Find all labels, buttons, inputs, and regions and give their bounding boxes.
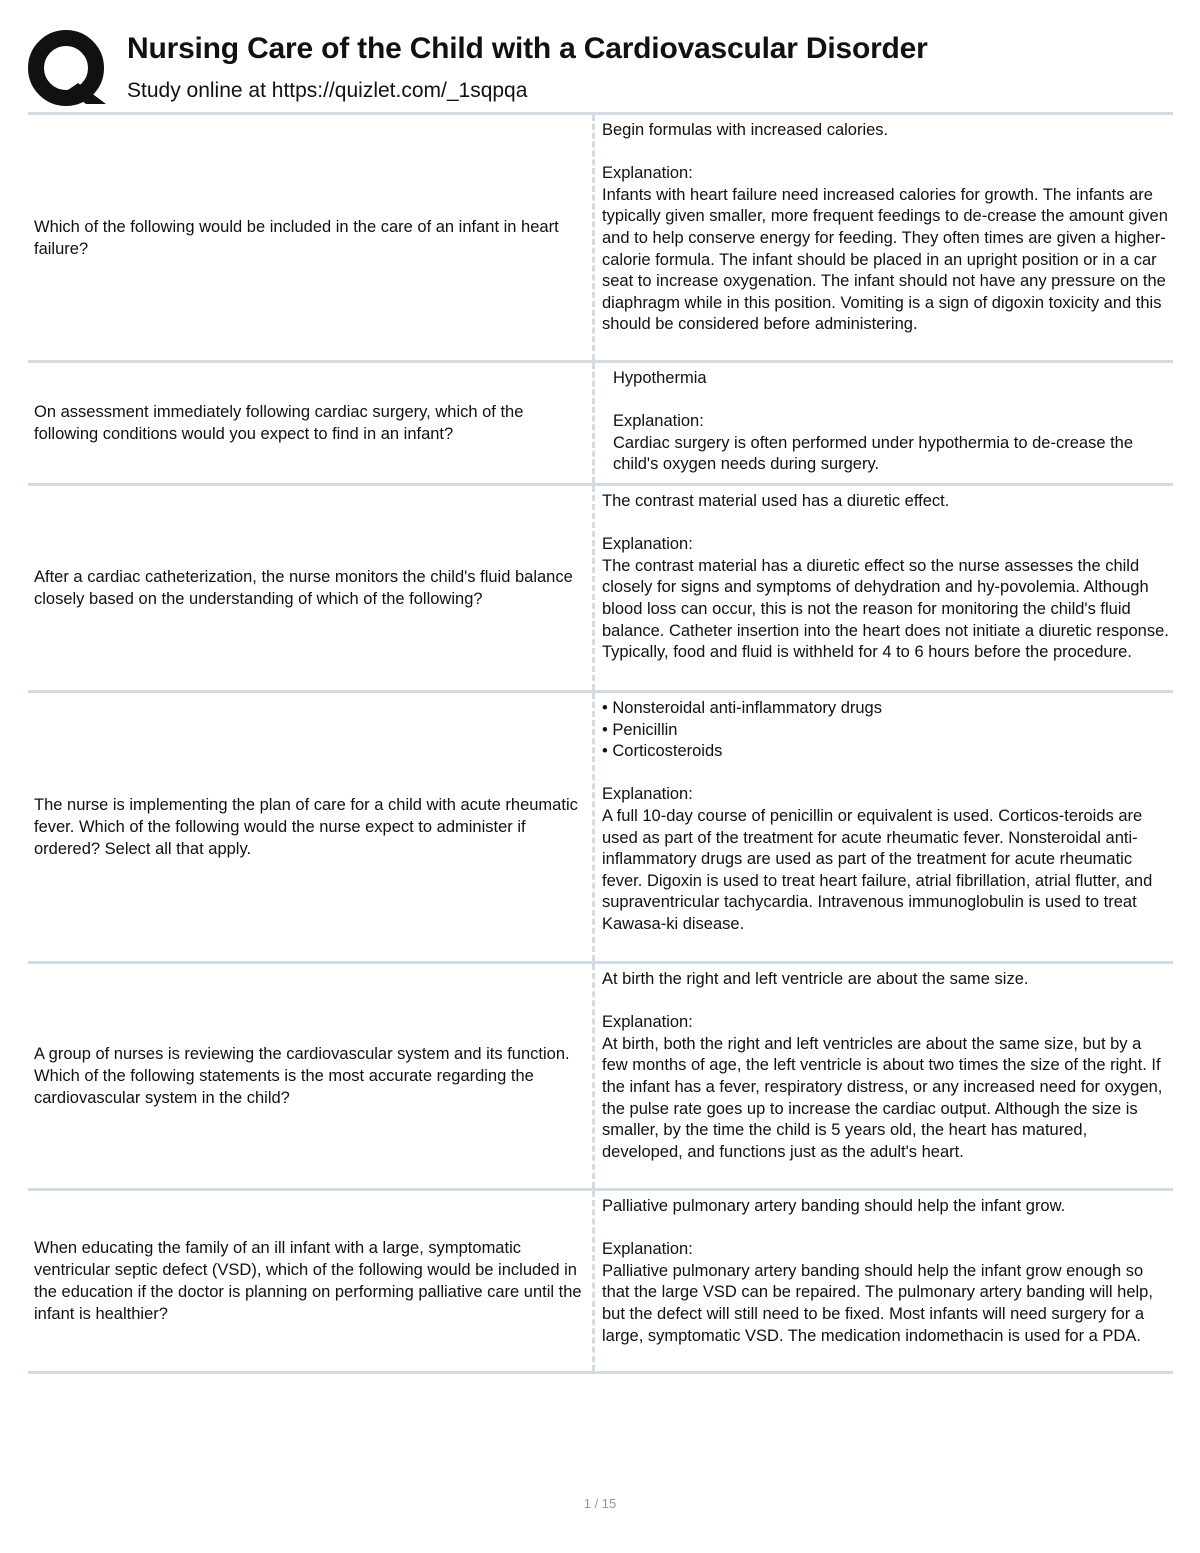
explanation-label: Explanation: — [602, 1240, 693, 1259]
flashcard — [28, 360, 1173, 483]
explanation-label: Explanation: — [602, 1013, 693, 1032]
card-term: After a cardiac catheterization, the nurse monitors the child's fluid balance closely based on the understanding of which of the following? — [34, 568, 573, 608]
card-term: Which of the following would be included in the care of an infant in heart failure? — [34, 217, 559, 258]
card-term: The nurse is implementing the plan of care for a child with acute rheumatic fever. Which of the following would the nurse expect to administer if ordered? Select all that apply. — [34, 796, 578, 858]
page-indicator: 1 / 15 — [583, 1496, 617, 1511]
card-answer-item: • Nonsteroidal anti-inflammatory drugs — [602, 699, 882, 717]
card-term: When educating the family of an ill infant with a large, symptomatic ventricular septic defect (VSD), which of the following would be included in the education if the doctor is planning on performing palliative care until the infant is healthier? — [34, 1239, 582, 1323]
flashcard — [28, 690, 1173, 961]
card-term: On assessment immediately following cardiac surgery, which of the following conditions would you expect to find in an infant? — [34, 403, 524, 443]
card-explanation: Cardiac surgery is often performed under hypothermia to de-crease the child's oxygen needs during surgery. — [613, 433, 1134, 474]
quizlet-logo-icon — [28, 28, 108, 108]
flashcard — [28, 1188, 1173, 1374]
card-definition — [592, 115, 1173, 360]
card-answer: The contrast material used has a diuretic effect. — [602, 492, 950, 510]
card-definition — [592, 693, 1173, 961]
card-definition — [592, 964, 1173, 1188]
card-answer-item: • Corticosteroids — [602, 742, 723, 761]
page-title: Nursing Care of the Child with a Cardiovascular Disorder — [127, 32, 928, 65]
flashcard — [28, 483, 1173, 690]
explanation-label: Explanation: — [602, 785, 693, 804]
card-answer: At birth the right and left ventricle are about the same size. — [602, 970, 1029, 988]
card-term: A group of nurses is reviewing the cardiovascular system and its function. Which of the following statements is the most accurate regarding the cardiovascular system in the child? — [34, 1045, 570, 1107]
card-explanation: A full 10-day course of penicillin or equivalent is used. Corticos-teroids are used as part of the treatment for acute rheumatic fever. Nonsteroidal anti-inflammatory drugs are used as part of the treatment for acute rheumatic fever. Digoxin is used to treat heart failure, atrial fibrillation, atrial flutter, and supraventricular tachycardia. Intravenous immunoglobulin is used to treat Kawasa-ki disease. — [602, 806, 1153, 933]
card-definition — [592, 363, 1173, 483]
card-answer: Begin formulas with increased calories. — [602, 121, 889, 139]
card-definition — [592, 486, 1173, 690]
explanation-label: Explanation: — [602, 535, 693, 554]
explanation-label: Explanation: — [613, 412, 704, 431]
card-explanation: The contrast material has a diuretic effect so the nurse assesses the child closely for signs and symptoms of dehydration and hy-povolemia. Although blood loss can occur, this is not the reason for monitoring the child's fluid balance. Catheter insertion into the heart does not initiate a diuretic response. Typically, food and fluid is withheld for 4 to 6 hours before the procedure. — [602, 556, 1169, 662]
study-online-link[interactable]: Study online at https://quizlet.com/_1sqpqa — [127, 79, 528, 102]
card-explanation: Infants with heart failure need increased calories for growth. The infants are typically given smaller, more frequent feedings to de-crease the amount given and to help conserve energy for feeding. They often times are given a higher-calorie formula. The infant should be placed in an upright position or in a car seat to increase oxygenation. The infant should not have any pressure on the diaphragm while in this position. Vomiting is a sign of digoxin toxicity and this should be considered before administering. — [602, 185, 1168, 334]
card-explanation: Palliative pulmonary artery banding should help the infant grow enough so that the large VSD can be repaired. The pulmonary artery banding will help, but the defect will still need to be fixed. Most infants will need surgery for a large, symptomatic VSD. The medication indomethacin is used for a PDA. — [602, 1261, 1153, 1345]
flashcard-list — [28, 112, 1173, 1374]
card-answer: Palliative pulmonary artery banding should help the infant grow. — [602, 1197, 1066, 1215]
flashcard — [28, 961, 1173, 1188]
flashcard — [28, 112, 1173, 360]
card-definition — [592, 1191, 1173, 1371]
explanation-label: Explanation: — [602, 164, 693, 183]
card-explanation: At birth, both the right and left ventricles are about the same size, but by a few months of age, the left ventricle is about two times the size of the right. If the infant has a fever, respiratory distress, or any increased need for oxygen, the pulse rate goes up to increase the cardiac output. Although the size is smaller, by the time the child is 5 years old, the heart has matured, developed, and functions just as the adult's heart. — [602, 1034, 1163, 1161]
card-answer-item: • Penicillin — [602, 720, 678, 739]
card-answer: Hypothermia — [613, 369, 707, 387]
page-header — [0, 0, 1200, 112]
